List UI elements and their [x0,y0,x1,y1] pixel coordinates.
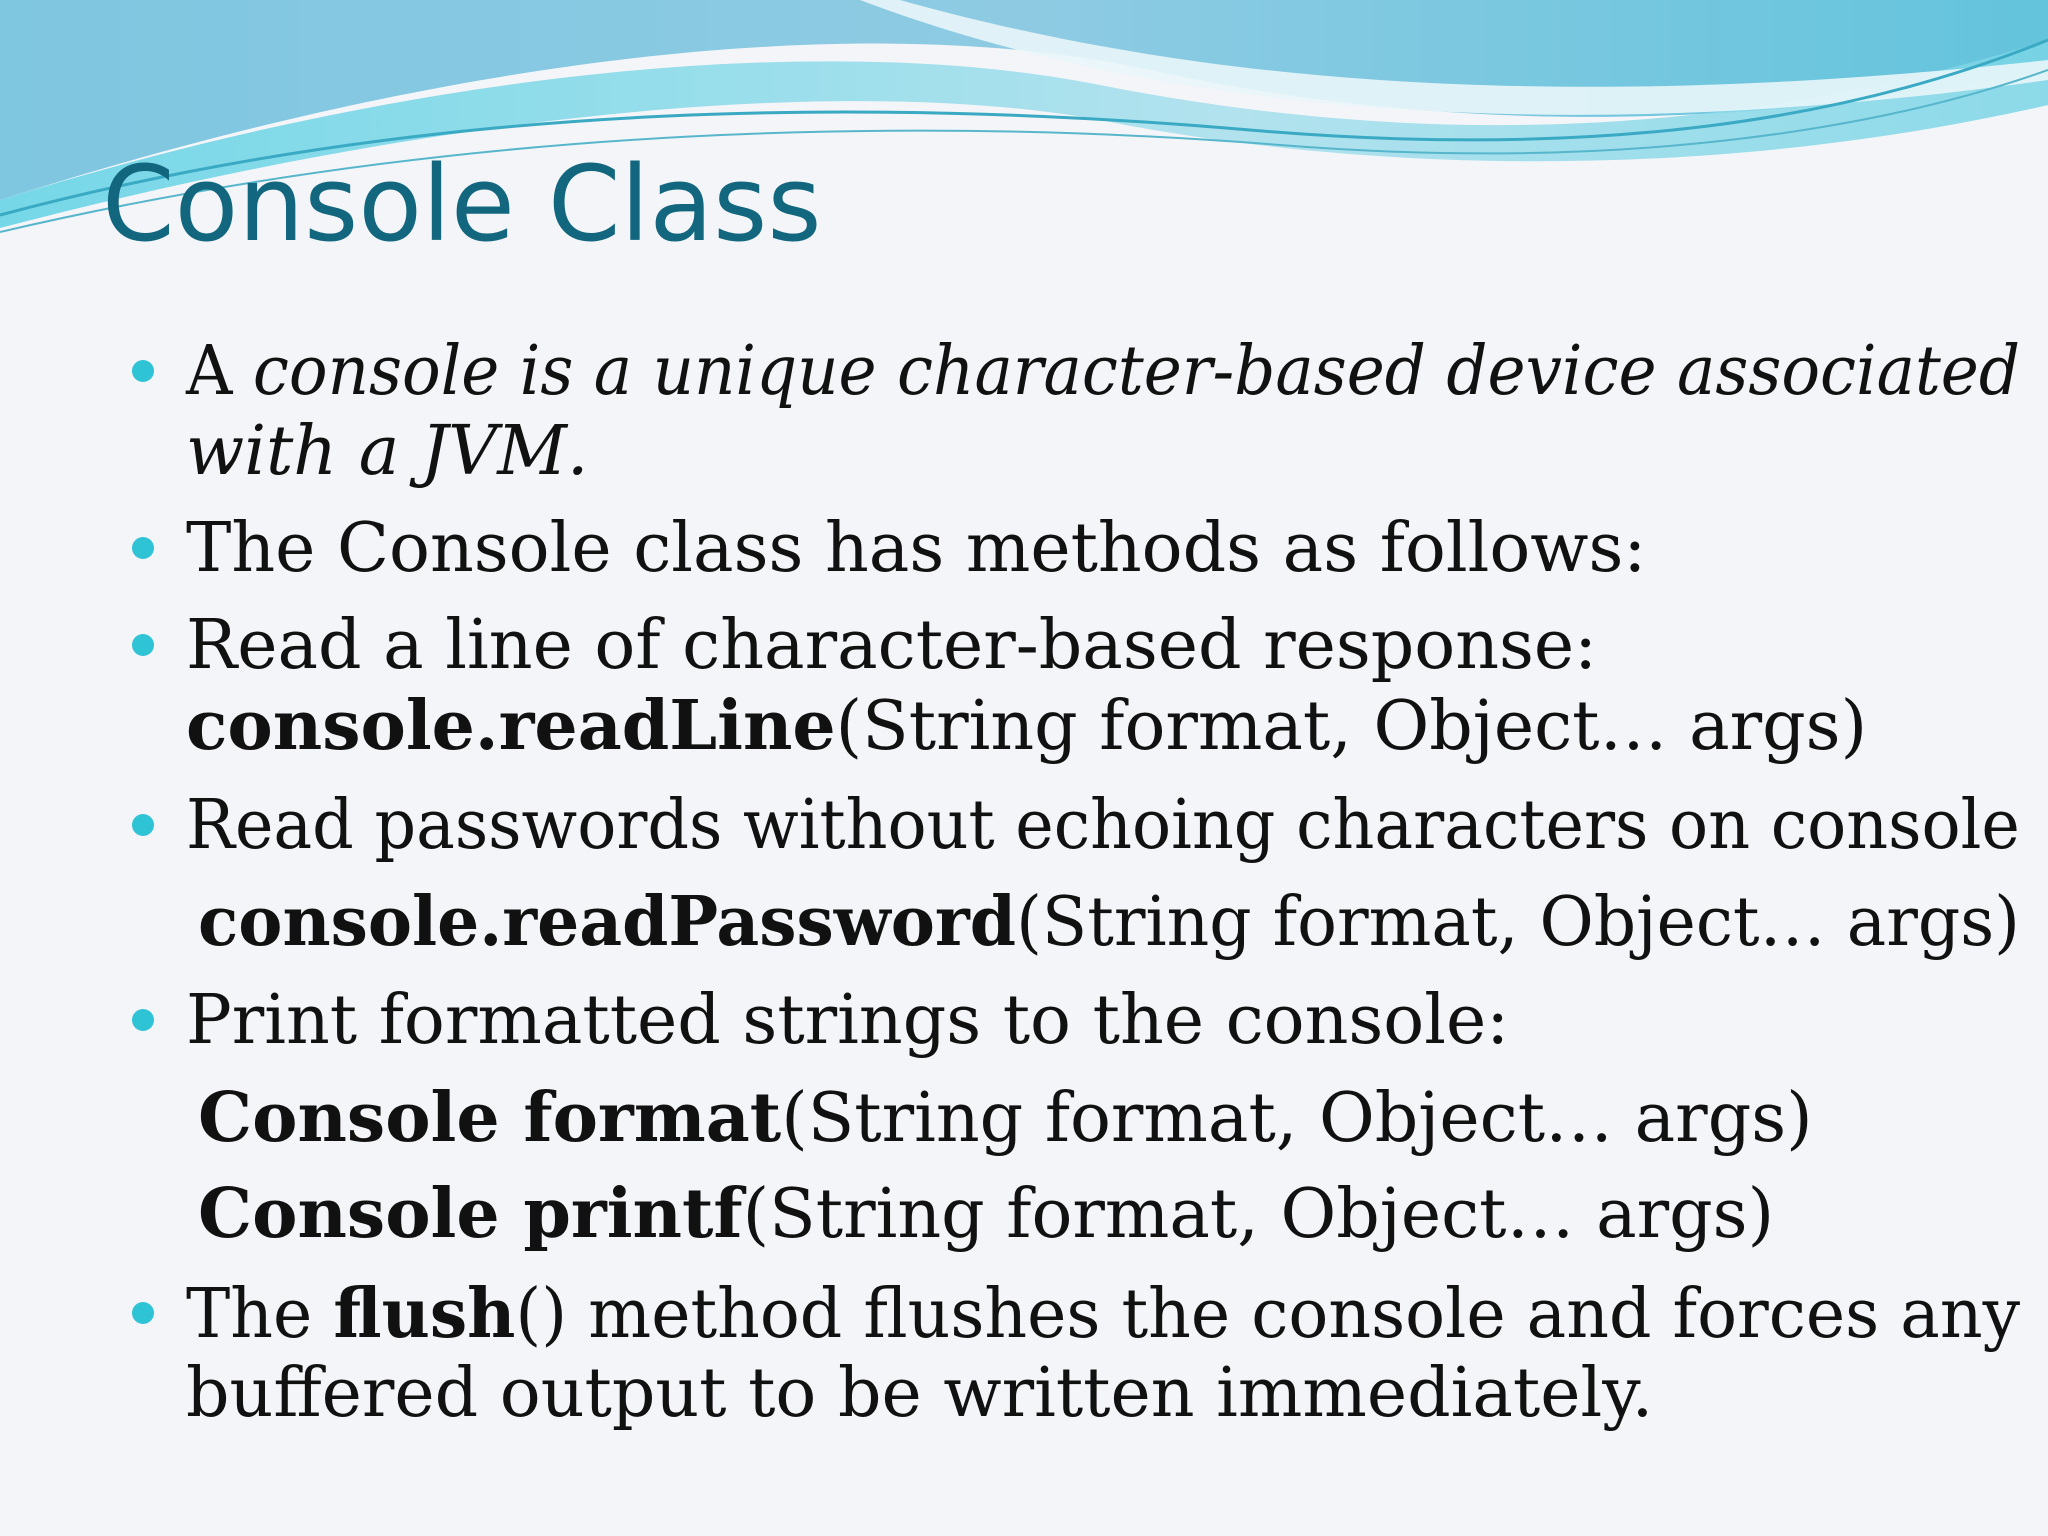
method-flush: flush [333,1274,516,1354]
method-readline: console.readLine [186,686,836,766]
bullet-5-text: Print formatted strings to the console: [186,981,1510,1060]
bullet-dot-icon [132,814,154,836]
slide-title: Console Class [102,143,822,265]
method-readpassword: console.readPassword [198,882,1017,962]
bullet-6-pre: The [186,1275,334,1354]
method-printf-signature: (String format, Object… args) [742,1175,1775,1254]
method-format: Console format [198,1078,782,1158]
bullet-6-post: () method flushes the console and forces any [515,1275,2021,1354]
bullet-1-line-1 [186,332,2021,411]
bullet-1-line-2: with a JVM. [186,412,589,491]
bullet-dot-icon [132,537,154,559]
bullet-1-article: A [186,332,253,411]
bullet-5-code-line-2 [198,1174,1775,1254]
bullet-6-line-2: buffered output to be written immediately. [186,1354,1654,1433]
bullet-dot-icon [132,360,154,382]
bullet-5-code-line-1 [198,1078,1813,1158]
bullet-3-code-line [186,686,1868,766]
bullet-2-text: The Console class has methods as follows: [186,509,1647,588]
bullet-6-line-1 [186,1274,2021,1354]
bullet-4-text: Read passwords without echoing characters on console [186,786,2020,865]
method-printf: Console printf [198,1174,743,1254]
bullet-dot-icon [132,1302,154,1324]
method-readpassword-signature: (String format, Object… args) [1016,883,2021,962]
bullet-4-code-line [198,882,2021,962]
bullet-1-italic-text: console is a unique character-based device associated [252,332,2021,411]
method-format-signature: (String format, Object… args) [781,1079,1813,1158]
method-readline-signature: (String format, Object… args) [835,687,1868,766]
bullet-dot-icon [132,1009,154,1031]
bullet-dot-icon [132,634,154,656]
bullet-3-text: Read a line of character-based response: [186,606,1598,685]
